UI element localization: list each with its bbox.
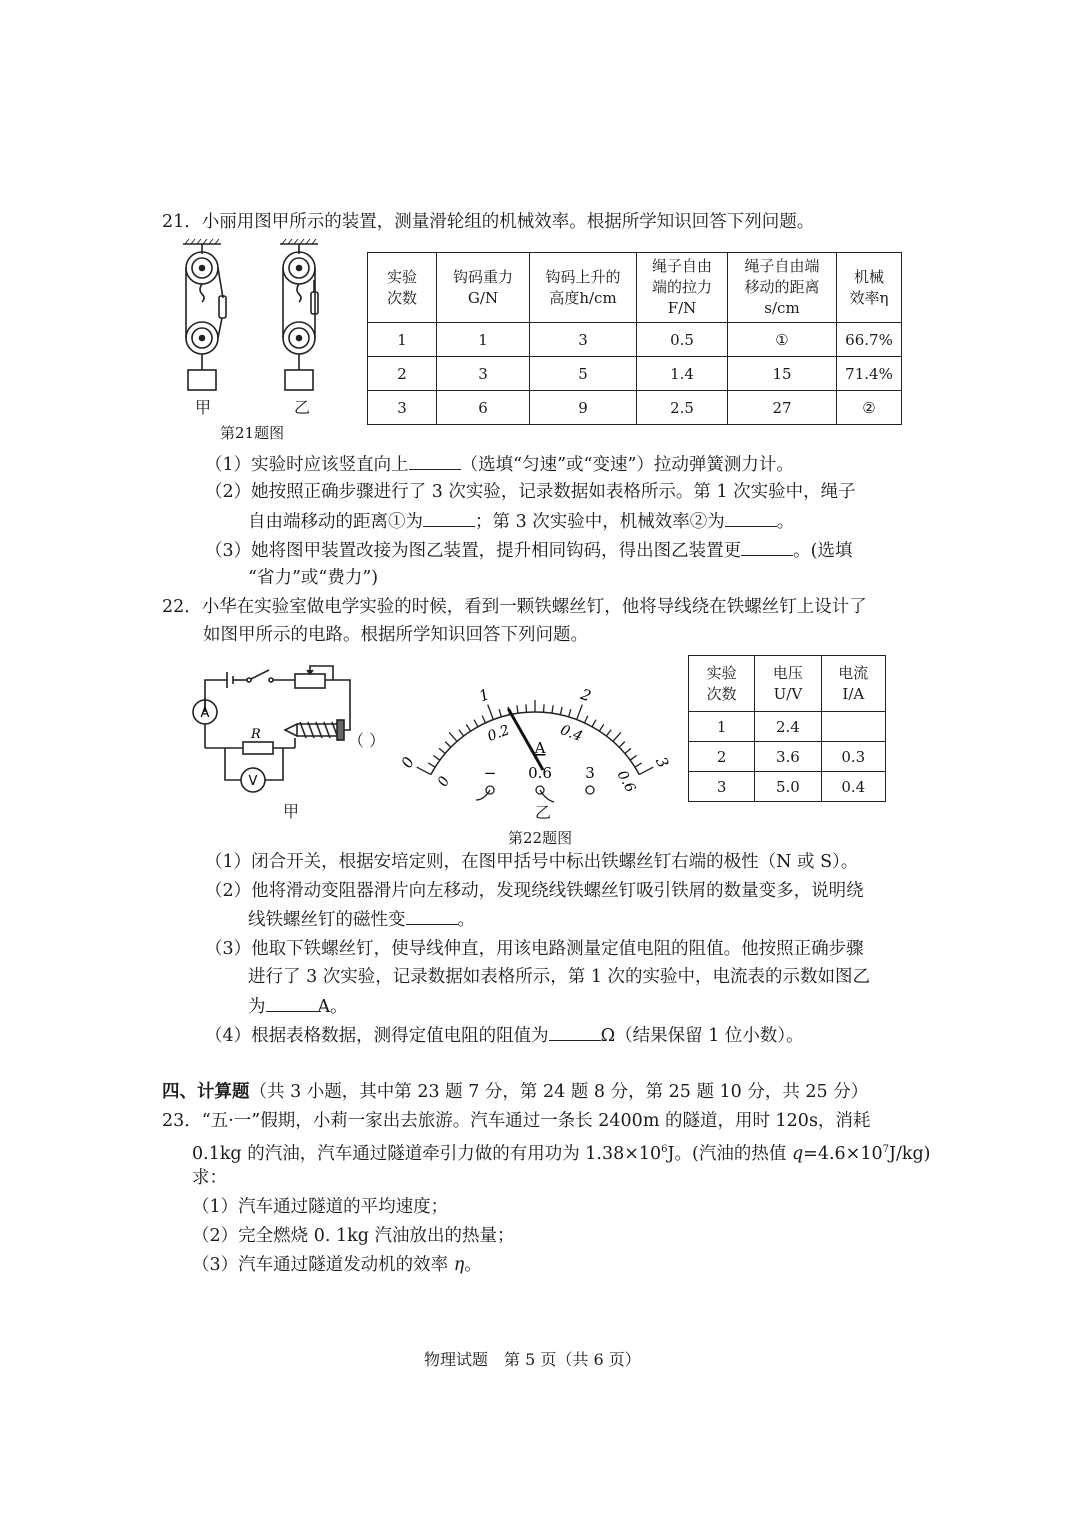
dial-tick [569, 709, 571, 717]
table-header-cell: 实验 次数 [368, 253, 437, 323]
q23-part2: （2）完全燃烧 0. 1kg 汽油放出的热量； [192, 1226, 515, 1246]
q21-part3-cont: “省力”或“费力”) [248, 568, 379, 588]
table-cell: 27 [728, 391, 837, 425]
q21-fig-caption: 第21题图 [220, 424, 285, 442]
ammeter-symbol: A [200, 706, 210, 721]
q23-part1: （1）汽车通过隧道的平均速度； [192, 1197, 449, 1217]
fig-label-jia-22: 甲 [283, 802, 300, 821]
answer-blank[interactable] [741, 538, 793, 556]
voltmeter-symbol: V [248, 774, 258, 789]
table-header-cell: 机械 效率η [837, 253, 902, 323]
q22-part1: （1）闭合开关，根据安培定则，在图甲括号中标出铁螺丝钉右端的极性（N 或 S）。 [205, 852, 859, 872]
q22-stem: 22．小华在实验室做电学实验的时候，看到一颗铁螺丝钉，他将导线绕在铁螺丝钉上设计了 [162, 597, 867, 617]
q22-fig-caption: 第22题图 [508, 829, 573, 847]
dial-tick [630, 755, 636, 760]
dial-tick [592, 720, 596, 727]
q23-stem: 23．“五·一”假期，小莉一家出去旅游。汽车通过一条长 2400m 的隧道，用时 120s，消耗 [162, 1111, 871, 1131]
q21-part3: （3）她将图甲装置改接为图乙装置，提升相同钩码，得出图乙装置更 。(选填 [205, 538, 852, 563]
q22-part2: （2）他将滑动变阻器滑片向左移动，发现绕线铁螺丝钉吸引铁屑的数量变多，说明绕 [205, 881, 864, 901]
dial-bottom-label: 0.2 [485, 722, 512, 746]
fig-label-yi-22: 乙 [535, 803, 552, 822]
dial-tick [526, 704, 527, 712]
terminal-label: 0.6 [528, 764, 552, 782]
dial-tick [584, 716, 587, 723]
q23-stem-cont: 0.1kg 的汽油，汽车通过隧道牵引力做的有用功为 $1.38\times 10^6J$。(汽油的热值 $q=4.6\times 10^7J/kg$) [192, 1143, 931, 1164]
table-cell: 71.4% [837, 357, 902, 391]
dial-tick [635, 763, 642, 767]
dial-tick [639, 767, 653, 775]
dial-top-label: 3 [651, 753, 673, 771]
dial-top-label: 1 [476, 685, 492, 706]
table-row [689, 712, 886, 742]
table-cell: 1 [368, 323, 437, 357]
page-footer: 物理试题 第 5 页（共 6 页） [424, 1350, 641, 1369]
table-header-row [368, 253, 902, 323]
polarity-parentheses[interactable]: （ ） [348, 731, 386, 750]
table-cell: 1 [689, 712, 755, 742]
answer-blank[interactable] [409, 452, 461, 470]
table-row [368, 391, 902, 425]
dial-tick [606, 730, 611, 736]
dial-tick [449, 732, 457, 741]
pulley-figure [175, 238, 355, 418]
q21-part2: （2）她按照正确步骤进行了 3 次实验，记录数据如表格所示。第 1 次实验中，绳子 [205, 482, 856, 502]
table-cell: 1 [437, 323, 530, 357]
section4-heading: 四、计算题（共 3 小题，其中第 23 题 7 分，第 24 题 8 分，第 25 题 10 分，共 25 分） [162, 1082, 869, 1102]
resistor-label: R [251, 727, 261, 742]
fig-label-jia: 甲 [195, 398, 212, 417]
answer-blank[interactable] [725, 509, 777, 527]
q23-ask: 求： [192, 1168, 227, 1188]
table-row [368, 357, 902, 391]
table-cell: 9 [530, 391, 637, 425]
dial-tick [613, 732, 621, 741]
table-header-cell: 电压 U/V [755, 656, 821, 712]
dial-top-label: 0 [397, 753, 419, 771]
table-cell: 3 [689, 772, 755, 802]
dial-tick [482, 716, 485, 723]
q22-part4: （4）根据表格数据，测得定值电阻的阻值为 Ω（结果保留 1 位小数）。 [205, 1023, 804, 1048]
table-cell: 3 [368, 391, 437, 425]
answer-blank[interactable] [266, 994, 318, 1012]
table-header-cell: 钩码重力 G/N [437, 253, 530, 323]
dial-tick [459, 730, 464, 736]
dial-tick [428, 763, 435, 767]
q21-part1: （1）实验时应该竖直向上 （选填“匀速”或“变速”）拉动弹簧测力计。 [205, 452, 794, 477]
table-row [689, 742, 886, 772]
table-header-row [689, 656, 886, 712]
q21-stem: 21．小丽用图甲所示的装置，测量滑轮组的机械效率。根据所学知识回答下列问题。 [162, 212, 815, 232]
fig-label-yi: 乙 [294, 398, 311, 417]
dial-tick [433, 755, 439, 760]
terminal [586, 786, 594, 794]
table-cell: 2 [368, 357, 437, 391]
dial-tick [517, 705, 518, 713]
dial-top-label: 2 [578, 685, 594, 706]
terminal-label: 3 [585, 764, 595, 782]
table-header-cell: 绳子自由 端的拉力 F/N [637, 253, 728, 323]
table-cell: 3 [437, 357, 530, 391]
table-cell: 5 [530, 357, 637, 391]
dial-tick [474, 720, 478, 727]
dial-tick [619, 742, 625, 748]
table-row [689, 772, 886, 802]
answer-blank[interactable] [549, 1023, 601, 1041]
dial-tick [552, 705, 553, 713]
table-cell [821, 712, 885, 742]
table-cell: 0.5 [637, 323, 728, 357]
q22-part3-cont: 进行了 3 次实验，记录数据如表格所示，第 1 次的实验中，电流表的示数如图乙 [248, 967, 871, 987]
table-cell: 3.6 [755, 742, 821, 772]
table-header-cell: 实验 次数 [689, 656, 755, 712]
table-cell: 6 [437, 391, 530, 425]
dial-tick [488, 705, 494, 720]
q22-part2-cont: 线铁螺丝钉的磁性变 。 [248, 907, 475, 932]
dial-bottom-label: 0.4 [558, 722, 585, 746]
dial-tick [466, 724, 470, 731]
table-cell: 1.4 [637, 357, 728, 391]
table-cell: 2 [689, 742, 755, 772]
circuit-diagram [185, 660, 425, 825]
dial-tick [625, 748, 631, 753]
table-header-cell: 绳子自由端 移动的距离 s/cm [728, 253, 837, 323]
table-row [368, 323, 902, 357]
dial-tick [560, 707, 562, 715]
wire-lead [476, 790, 490, 800]
dial-unit: A [534, 739, 546, 757]
table-header-cell: 钩码上升的 高度h/cm [530, 253, 637, 323]
dial-tick [499, 709, 501, 717]
pulley-yi [280, 239, 318, 390]
table-cell: 66.7% [837, 323, 902, 357]
table-cell: 15 [728, 357, 837, 391]
table-cell: 5.0 [755, 772, 821, 802]
dial-bottom-label: 0 [434, 773, 454, 790]
dial-bottom-label: 0.6 [613, 768, 639, 796]
answer-blank[interactable] [423, 509, 475, 527]
dial-tick [544, 704, 545, 712]
dial-tick [577, 705, 583, 720]
q23-part3: （3）汽车通过隧道发动机的效率 η。 [192, 1255, 482, 1275]
q21-part2-cont: 自由端移动的距离①为 ；第 3 次实验中，机械效率②为 。 [248, 509, 794, 534]
dial-tick [599, 724, 603, 731]
dial-tick [439, 748, 445, 753]
q22-data-table [688, 655, 886, 802]
answer-blank[interactable] [406, 907, 458, 925]
table-cell: 0.4 [821, 772, 885, 802]
q22-part3-cont2: 为 A。 [248, 994, 348, 1019]
dial-tick [417, 767, 431, 775]
table-cell: ① [728, 323, 837, 357]
table-cell: 2.5 [637, 391, 728, 425]
table-cell: ② [837, 391, 902, 425]
table-cell: 0.3 [821, 742, 885, 772]
table-cell: 3 [530, 323, 637, 357]
q22-part3: （3）他取下铁螺丝钉，使导线伸直，用该电路测量定值电阻的阻值。他按照正确步骤 [205, 939, 864, 959]
pulley-jia [183, 239, 226, 390]
q22-stem-cont: 如图甲所示的电路。根据所学知识回答下列问题。 [203, 625, 588, 645]
q21-data-table [367, 252, 902, 425]
terminal-label: − [483, 764, 497, 782]
table-cell: 2.4 [755, 712, 821, 742]
table-header-cell: 电流 I/A [821, 656, 885, 712]
dial-tick [445, 742, 451, 748]
